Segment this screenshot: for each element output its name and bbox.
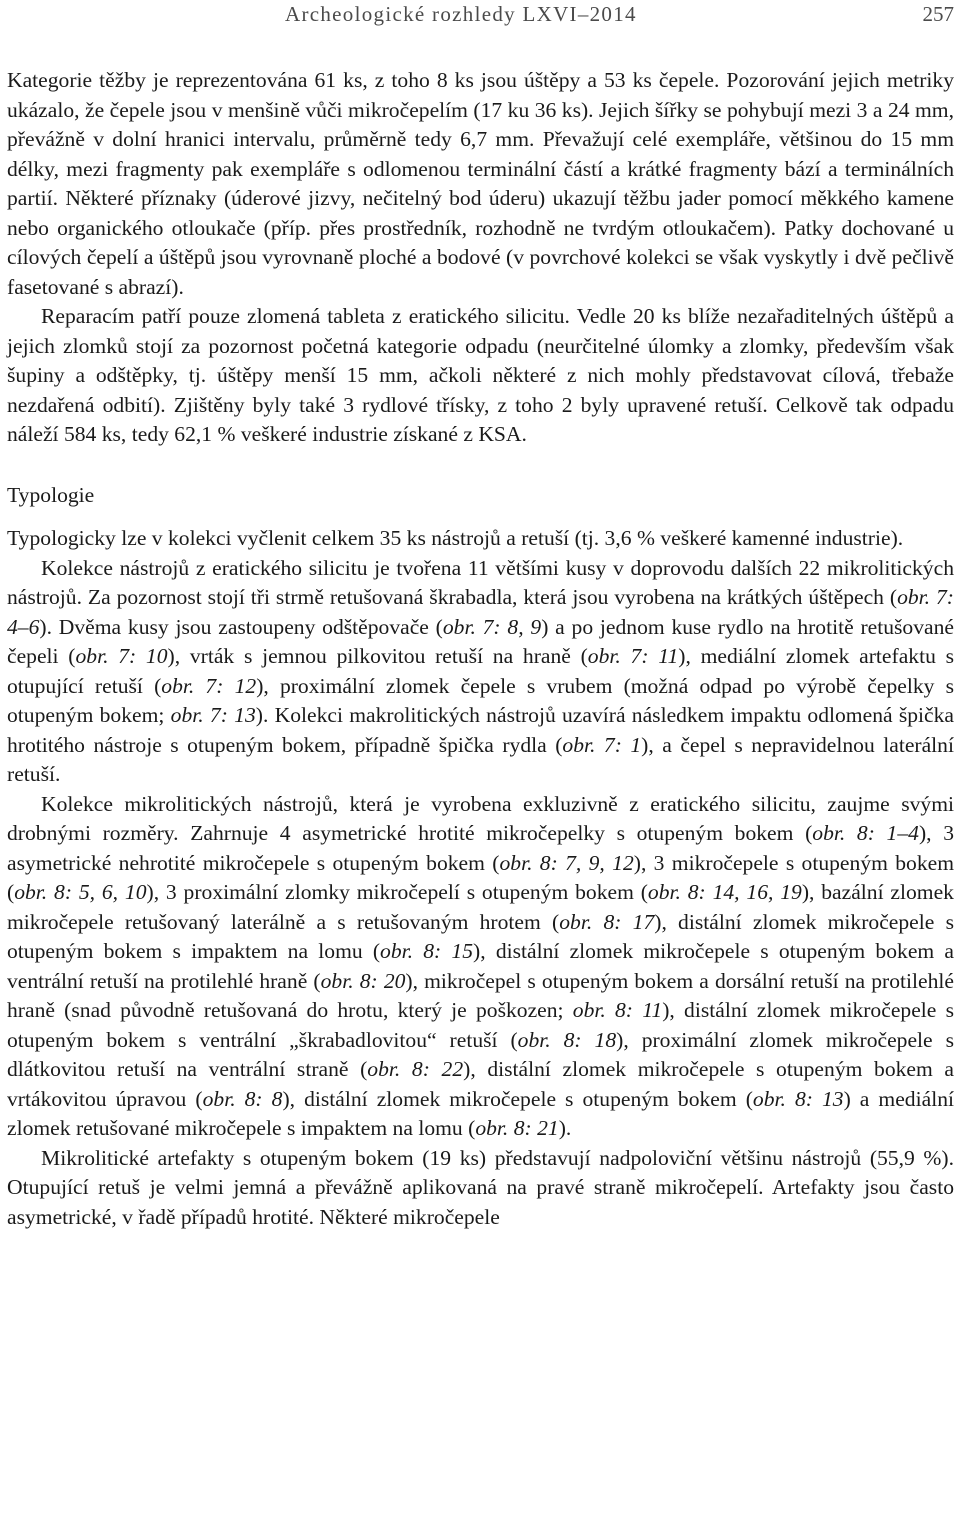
figure-reference: obr. 8: 20 [320,968,406,993]
text-segment: ), 3 asymetrické nehrotité mikročepele s otupeným bokem ( [7,821,954,875]
text-segment: ) a po jednom kuse rydlo na hrotitě retušované čepeli ( [7,614,954,668]
figure-reference: obr. 8: 13 [752,1086,844,1111]
figure-reference: obr. 7: 13 [170,703,256,727]
figure-reference: obr. 7: 10 [75,644,168,668]
figure-reference: obr. 7: 1 [562,732,642,757]
figure-reference: obr. 8: 22 [367,1057,464,1081]
journal-title: Archeologické rozhledy LXVI–2014 [285,2,637,26]
figure-reference: obr. 7: 8, 9 [442,614,542,639]
figure-reference: obr. 7: 11 [587,644,679,668]
text-segment: ), distální zlomek mikročepele s otupeným bokem a vrtákovitou úpravou ( [7,1057,954,1111]
text-segment: ), distální zlomek mikročepele s otupeným bokem ( [282,1086,753,1111]
text-segment: ), 3 proximální zlomky mikročepelí s otupeným bokem ( [146,880,648,904]
paragraph-macrolithic-tools [7,554,954,790]
figure-reference: obr. 8: 7, 9, 12 [499,850,634,875]
paragraph-microlithic-tools [7,790,954,1144]
text-segment: ), mikročepel s otupeným bokem a dorsální retuší na protilehlé hraně (snad původně retušovaná do hrotu, který je poškozen; [7,968,954,1022]
page-number: 257 [922,2,954,26]
figure-reference: obr. 8: 15 [380,939,474,963]
figure-reference: obr. 8: 5, 6, 10 [14,880,147,904]
figure-reference: obr. 8: 17 [559,909,655,934]
text-segment: Kolekce nástrojů z eratického silicitu je tvořena 11 většími kusy v doprovodu dalších 22 mikrolitických nástrojů. Za pozornost stojí tři strmě retušovaná škrabadla, která jsou vyrobena na krátkých úštěpech ( [7,555,954,609]
figure-reference: obr. 8: 11 [572,998,663,1022]
figure-reference: obr. 8: 8 [202,1086,283,1111]
text-segment: ), distální zlomek mikročepele s otupeným bokem s impaktem na lomu ( [7,909,954,963]
text-segment: ), 3 mikročepele s otupeným bokem ( [7,850,955,904]
text-segment: ) a mediální zlomek retušované mikročepele s impaktem na lomu ( [7,1086,954,1140]
paragraph-reparation-waste: Reparacím patří pouze zlomená tableta z eratického silicitu. Vedle 20 ks blíže nezařaditelných úštěpů a jejich zlomků stojí za pozornost početná kategorie odpadu (neurčitelné úlomky a zlomky, především však šupiny a odštěpky, tj. úštěpy menší 15 mm, ačkoli některé z nich mohly představovat cílová, třebaže nezdařená odbití). Zjištěny byly také 3 rydlové třísky, z toho 2 byly upravené retuší. Celkově tak odpadu náleží 584 ks, tedy 62,1 % veškeré industrie získané z KSA. [7,304,954,446]
figure-reference: obr. 8: 21 [475,1116,559,1140]
text-segment: ), bazální zlomek mikročepele retušovaný laterálně a s retušovaným hrotem ( [7,880,954,934]
text-segment: Kolekce mikrolitických nástrojů, která je vyrobena exkluzivně z eratického silicitu, zaujme svými drobnými rozměry. Zahrnuje 4 asymetrické hrotité mikročepelky s otupeným bokem ( [7,791,954,845]
text-segment: ), distální zlomek mikročepele s otupeným bokem a ventrální retuší na protilehlé hraně ( [7,939,954,993]
text-segment: ), proximální zlomek čepele s vrubem (možná odpad po výrobě čepelky s otupeným bokem; [7,673,954,727]
figure-reference: obr. 8: 14, 16, 19 [647,880,802,904]
figure-reference: obr. 8: 18 [517,1027,617,1052]
figure-reference: obr. 7: 12 [161,673,257,698]
text-segment: ). Kolekci makrolitických nástrojů uzavírá následkem impaktu odlomená špička hrotitého nástroje s otupeným bokem, případně špička rydla ( [7,703,954,757]
text-segment: ), distální zlomek mikročepele s otupeným bokem s ventrální „škrabadlovitou“ retuší ( [7,998,954,1052]
paragraph-debitage-production: Kategorie těžby je reprezentována 61 ks, z toho 8 ks jsou úštěpy a 53 ks čepele. Pozorování jejich metriky ukázalo, že čepele jsou v menšině vůči mikročepelím (17 ku 36 ks). Jejich šířky se pohybují mezi 3 a 24 mm, převážně v dolní hranici intervalu, průměrně tedy 6,7 mm. Převažují celé exempláře, většinou do 15 mm délky, mezi fragmenty pak exempláře s odlomenou terminální částí a krátké fragmenty bází a terminálních partií. Některé příznaky (úderové jizvy, nečitelný bod úderu) ukazují těžbu jader pomocí měkkého kamene nebo organického otloukače (příp. přes prostředník, rozhodně ne tvrdým otloukačem). Patky dochované u cílových čepelí a úštěpů jsou vyrovnaně ploché a bodové (v povrchové kolekci se však vyskytly i dvě pečlivě fasetované s abrazí). [7,68,954,299]
section-heading-typologie: Typologie [7,482,95,507]
figure-reference: obr. 7: 4–6 [7,585,954,639]
figure-reference: obr. 8: 1–4 [812,821,919,845]
text-segment: ). [558,1116,572,1140]
text-segment: ). Dvěma kusy jsou zastoupeny odštěpovače ( [39,614,443,639]
text-segment: ), proximální zlomek mikročepele s dlátkovitou retuší na ventrální straně ( [7,1027,954,1081]
text-segment: ), a čepel s nepravidelnou laterální retuší. [7,732,954,786]
text-segment: ), mediální zlomek artefaktu s otupující retuší ( [7,644,955,698]
running-head [0,0,960,30]
paragraph-backed-artefacts: Mikrolitické artefakty s otupeným bokem (19 ks) představují nadpoloviční většinu nástrojů (55,9 %). Otupující retuš je velmi jemná a převážně aplikovaná na pravé straně mikročepelí. Artefakty jsou často asymetrické, v řadě případů hrotité. Některé mikročepele [7,1145,954,1229]
text-segment: ), vrták s jemnou pilkovitou retuší na hraně ( [167,644,588,668]
article-body [7,66,954,1232]
paragraph-typology-intro: Typologicky lze v kolekci vyčlenit celkem 35 ks nástrojů a retuší (tj. 3,6 % veškeré kamenné industrie). [7,526,904,550]
